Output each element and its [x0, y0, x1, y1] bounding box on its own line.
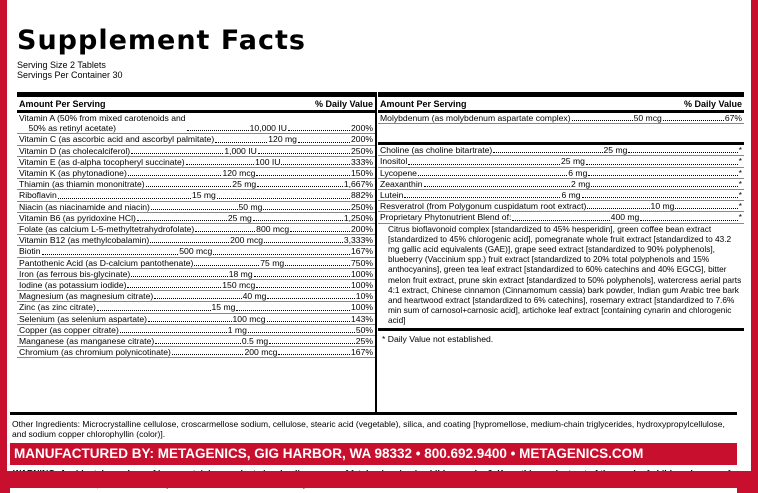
- nutrient-amount: 18 mg: [228, 268, 253, 279]
- dv-header: % Daily Value: [683, 99, 742, 109]
- dot-leader: [269, 343, 355, 344]
- nutrient-dv: 3,333%: [343, 235, 373, 246]
- nutrient-row: [17, 246, 375, 257]
- dot-leader: [263, 209, 350, 210]
- nutrient-row: [378, 179, 744, 190]
- amount-header: Amount Per Serving: [380, 99, 467, 109]
- dot-leader: [131, 153, 223, 154]
- nutrient-name: Folate (as calcium L-5-methyltetrahydrofolate): [19, 224, 195, 235]
- nutrient-dv: *: [738, 190, 743, 201]
- nutrient-amount: 1 mg: [227, 324, 247, 335]
- nutrient-name: Vitamin K (as phytonadione): [19, 168, 127, 179]
- nutrient-name: Vitamin B12 (as methylcobalamin): [19, 235, 150, 246]
- dot-leader: [572, 120, 633, 121]
- dot-leader: [264, 242, 343, 243]
- nutrient-name: Magnesium (as magnesium citrate): [19, 291, 154, 302]
- nutrient-name: Copper (as copper citrate): [19, 324, 119, 335]
- nutrient-name: Choline (as choline bitartrate): [380, 145, 493, 156]
- nutrient-row: [17, 179, 375, 190]
- nutrient-amount: 0.5 mg: [241, 336, 269, 347]
- nutrient-row: [17, 336, 375, 347]
- left-header: [17, 97, 375, 113]
- nutrient-amount: 25 mg: [227, 212, 252, 223]
- nutrient-amount: 50 mcg: [633, 113, 662, 123]
- nutrient-name: Vitamin A (50% from mixed carotenoids and 50% as retinyl acetate): [19, 113, 186, 134]
- nutrient-name: Chromium (as chromium polynicotinate): [19, 347, 171, 358]
- dot-leader: [257, 186, 343, 187]
- nutrient-name: Manganese (as manganese citrate): [19, 336, 155, 347]
- nutrient-dv: 167%: [351, 347, 374, 358]
- dot-leader: [267, 321, 351, 322]
- dot-leader: [172, 354, 244, 355]
- nutrient-name: Proprietary Phytonutrient Blend of:: [380, 212, 512, 223]
- dv-footnote: * Daily Value not established.: [382, 333, 494, 344]
- nutrient-amount: 10 mg: [650, 201, 675, 212]
- dot-leader: [131, 276, 227, 277]
- nutrient-amount: 50 mg: [238, 201, 263, 212]
- right-rows: [378, 145, 744, 223]
- nutrient-row: [17, 269, 375, 280]
- nutrient-dv: *: [738, 167, 743, 178]
- dot-leader: [253, 220, 343, 221]
- nutrient-row: [17, 113, 375, 134]
- dot-leader: [148, 321, 232, 322]
- nutrient-amount: 200 mcg: [230, 235, 264, 246]
- nutrient-row: [17, 235, 375, 246]
- nutrient-row: [378, 168, 744, 179]
- nutrient-name: Thiamin (as thiamin mononitrate): [19, 179, 145, 190]
- left-rows: [17, 113, 375, 358]
- dot-leader: [298, 142, 350, 143]
- nutrient-dv: 1,667%: [343, 179, 374, 190]
- nutrient-amount: 100 mcg: [232, 313, 266, 324]
- amount-header: Amount Per Serving: [19, 99, 106, 109]
- nutrient-row: [17, 213, 375, 224]
- dot-leader: [127, 287, 221, 288]
- nutrient-amount: 100 IU: [255, 156, 281, 167]
- nutrient-dv: *: [738, 201, 743, 212]
- manufacturer-bar: MANUFACTURED BY: METAGENICS, GIG HARBOR, WA 98332 • 800.692.9400 • METAGENICS.COM: [10, 443, 737, 465]
- dot-leader: [418, 175, 567, 176]
- nutrient-amount: 15 mg: [191, 190, 216, 201]
- dot-leader: [587, 208, 649, 209]
- dot-leader: [254, 276, 350, 277]
- nutrient-dv: *: [738, 178, 742, 189]
- dot-leader: [288, 130, 350, 131]
- dot-leader: [187, 130, 249, 131]
- nutrient-row: [378, 145, 744, 156]
- nutrient-dv: 250%: [351, 145, 374, 156]
- nutrient-dv: 882%: [351, 190, 373, 201]
- nutrient-dv: 100%: [351, 268, 374, 279]
- nutrient-name: Pantothenic Acid (as D-calcium pantothenate): [19, 257, 194, 268]
- dot-leader: [155, 343, 241, 344]
- dot-leader: [256, 287, 350, 288]
- nutrient-dv: 200%: [351, 134, 374, 145]
- dot-leader: [628, 152, 737, 153]
- nutrient-row: [17, 258, 375, 269]
- right-nutrient-column: [378, 92, 744, 413]
- right-header: [378, 97, 744, 113]
- nutrient-dv: *: [738, 212, 742, 223]
- left-nutrient-column: [17, 92, 377, 413]
- dot-leader: [154, 298, 241, 299]
- dot-leader: [404, 197, 560, 198]
- nutrient-row: [17, 146, 375, 157]
- nutrient-dv: 25%: [355, 336, 373, 347]
- nutrient-row: [17, 314, 375, 325]
- nutrient-row: [17, 157, 375, 168]
- nutrient-row: [378, 212, 744, 223]
- nutrient-row: [17, 291, 375, 302]
- dv-header: % Daily Value: [314, 99, 373, 109]
- nutrient-dv: 67%: [724, 113, 743, 123]
- nutrient-name: Niacin (as niacinamide and niacin): [19, 201, 150, 212]
- dot-leader: [146, 186, 232, 187]
- blend-ingredients: Citrus bioflavonoid complex [standardized to 45% hesperidin], green coffee bean extract [standardized to 45% chlorogenic acid], pomegranate whole fruit extract [standardized to 43.2 mg gallic acid equivalents (GAE)], grape seed extract [standardized to 90% polyphenols], blueberry (Vaccinium spp.) fruit extract [standardized to 20% total polyphenols and 15% anthocyanins], green tea leaf extract [standardized to 60% catechins and 40% EGCG], bitter melon fruit extract, prune skin extract [standardized to 50% polyphenols], watercress aerial parts 4:1 extract, Chinese cinnamon (Cinnamomum cassia) bark powder, Indian gum Arabic tree bark and heartwood extract [standardized to 6% catechins], rosemary extract [standardized to 7.6% min sum of carnosol+carnosic acid], artichoke leaf extract [containing cynarin and chlorogenic acid]: [378, 224, 744, 331]
- nutrient-amount: 800 mcg: [256, 224, 290, 235]
- nutrient-dv: 250%: [351, 201, 374, 212]
- dot-leader: [215, 142, 267, 143]
- supplement-label: [7, 0, 751, 471]
- nutrient-row: [378, 113, 744, 124]
- nutrient-name: Biotin: [19, 246, 41, 257]
- dot-leader: [186, 164, 255, 165]
- nutrient-row: [378, 190, 744, 201]
- dot-leader: [137, 220, 227, 221]
- nutrient-row: [378, 156, 744, 167]
- dot-leader: [493, 152, 602, 153]
- other-ingredients: Other Ingredients: Microcrystalline cellulose, croscarmellose sodium, cellulose, stearic acid (vegetable), silica, and coating [hypromellose, medium-chain triglycerides, hydroxypropylcellulose, and sodium copper chlorophyllin (color)].: [12, 419, 725, 439]
- nutrient-name: Riboflavin: [19, 190, 57, 201]
- nutrient-row: [378, 201, 744, 212]
- nutrient-amount: 15 mg: [211, 302, 236, 313]
- nutrient-name: Vitamin E (as d-alpha tocopheryl succinate): [19, 156, 185, 167]
- nutrient-amount: 25 mg: [232, 179, 257, 190]
- nutrient-dv: 100%: [351, 280, 373, 291]
- nutrient-dv: 143%: [351, 313, 373, 324]
- dot-leader: [195, 231, 255, 232]
- dot-leader: [217, 198, 350, 199]
- dot-leader: [256, 175, 350, 176]
- nutrient-row: [17, 168, 375, 179]
- nutrient-amount: 75 mg: [260, 257, 285, 268]
- nutrient-name: Iodine (as potassium iodide): [19, 280, 127, 291]
- nutrient-dv: 10%: [355, 291, 373, 302]
- nutrient-amount: 500 mcg: [179, 246, 213, 257]
- nutrient-amount: 200 mcg: [244, 347, 278, 358]
- dot-leader: [213, 254, 350, 255]
- nutrient-amount: 25 mg: [561, 156, 585, 167]
- dot-leader: [640, 220, 737, 221]
- nutrient-row: [17, 202, 375, 213]
- dot-leader: [675, 208, 737, 209]
- nutrient-name: Vitamin B6 (as pyridoxine HCl): [19, 212, 136, 223]
- dot-leader: [424, 186, 571, 187]
- nutrient-amount: 6 mg: [561, 190, 581, 201]
- nutrient-name: Vitamin C (as ascorbic acid and ascorbyl palmitate): [19, 134, 215, 145]
- dot-leader: [588, 175, 737, 176]
- nutrient-name: Iron (as ferrous bis-glycinate): [19, 268, 131, 279]
- nutrient-dv: 50%: [355, 324, 374, 335]
- dot-leader: [290, 231, 350, 232]
- nutrient-amount: 1,000 IU: [224, 145, 257, 156]
- dot-leader: [408, 164, 560, 165]
- nutrient-row: [17, 224, 375, 235]
- nutrient-dv: 750%: [351, 257, 374, 268]
- dot-leader: [58, 198, 191, 199]
- nutrient-dv: 167%: [351, 246, 374, 257]
- nutrient-amount: 25 mg: [603, 145, 628, 156]
- nutrient-row: [17, 280, 375, 291]
- dot-leader: [128, 175, 222, 176]
- nutrient-row: [17, 190, 375, 201]
- nutrient-amount: 150 mcg: [222, 280, 256, 291]
- label-title: Supplement Facts: [17, 25, 306, 56]
- dot-leader: [151, 209, 238, 210]
- dot-leader: [236, 310, 350, 311]
- dot-leader: [591, 186, 738, 187]
- dot-leader: [120, 332, 227, 333]
- dot-leader: [258, 153, 350, 154]
- serving-size: Serving Size 2 Tablets: [17, 60, 106, 70]
- dot-leader: [582, 197, 738, 198]
- nutrient-name: Zinc (as zinc citrate): [19, 302, 96, 313]
- dot-leader: [248, 332, 355, 333]
- nutrient-name: Zeaxanthin: [380, 178, 423, 189]
- nutrient-name: Resveratrol (from Polygonum cuspidatum root extract): [380, 201, 587, 212]
- nutrient-amount: 40 mg: [242, 291, 267, 302]
- nutrient-name: Inositol: [380, 156, 408, 167]
- dot-leader: [285, 265, 350, 266]
- dot-leader: [42, 254, 179, 255]
- servings-per-container: Servings Per Container 30: [17, 70, 123, 80]
- right-top-rows: [378, 113, 744, 145]
- dot-leader: [267, 298, 354, 299]
- dot-leader: [194, 265, 259, 266]
- nutrient-amount: 6 mg: [568, 167, 588, 178]
- nutrient-amount: 10,000 IU: [249, 123, 287, 134]
- nutrient-row: [17, 325, 375, 336]
- nutrient-amount: 120 mg: [268, 134, 297, 145]
- nutrient-dv: 100%: [351, 302, 374, 313]
- nutrient-row: [17, 347, 375, 358]
- nutrient-dv: *: [738, 145, 743, 156]
- dot-leader: [663, 120, 724, 121]
- nutrient-name: Molybdenum (as molybdenum aspartate complex): [380, 113, 571, 123]
- nutrient-name: Selenium (as selenium aspartate): [19, 313, 148, 324]
- bottom-strip: [7, 471, 751, 488]
- dot-leader: [150, 242, 229, 243]
- nutrient-amount: 120 mcg: [222, 168, 256, 179]
- nutrient-dv: 200%: [351, 224, 373, 235]
- nutrient-dv: 200%: [351, 123, 374, 134]
- dot-leader: [586, 164, 738, 165]
- nutrient-dv: 1,250%: [343, 212, 373, 223]
- nutrient-dv: 150%: [351, 168, 374, 179]
- nutrient-dv: 333%: [351, 156, 373, 167]
- dot-leader: [97, 310, 211, 311]
- nutrient-name: Lutein: [380, 190, 404, 201]
- dot-leader: [278, 354, 350, 355]
- nutrient-amount: 400 mg: [610, 212, 640, 223]
- nutrient-dv: *: [738, 156, 743, 167]
- nutrient-row: [17, 134, 375, 145]
- nutrient-amount: 2 mg: [571, 178, 591, 189]
- nutrient-name: Vitamin D (as cholecalciferol): [19, 145, 131, 156]
- dot-leader: [281, 164, 350, 165]
- dot-leader: [512, 220, 609, 221]
- nutrient-name: Lycopene: [380, 167, 417, 178]
- nutrient-row: [17, 302, 375, 313]
